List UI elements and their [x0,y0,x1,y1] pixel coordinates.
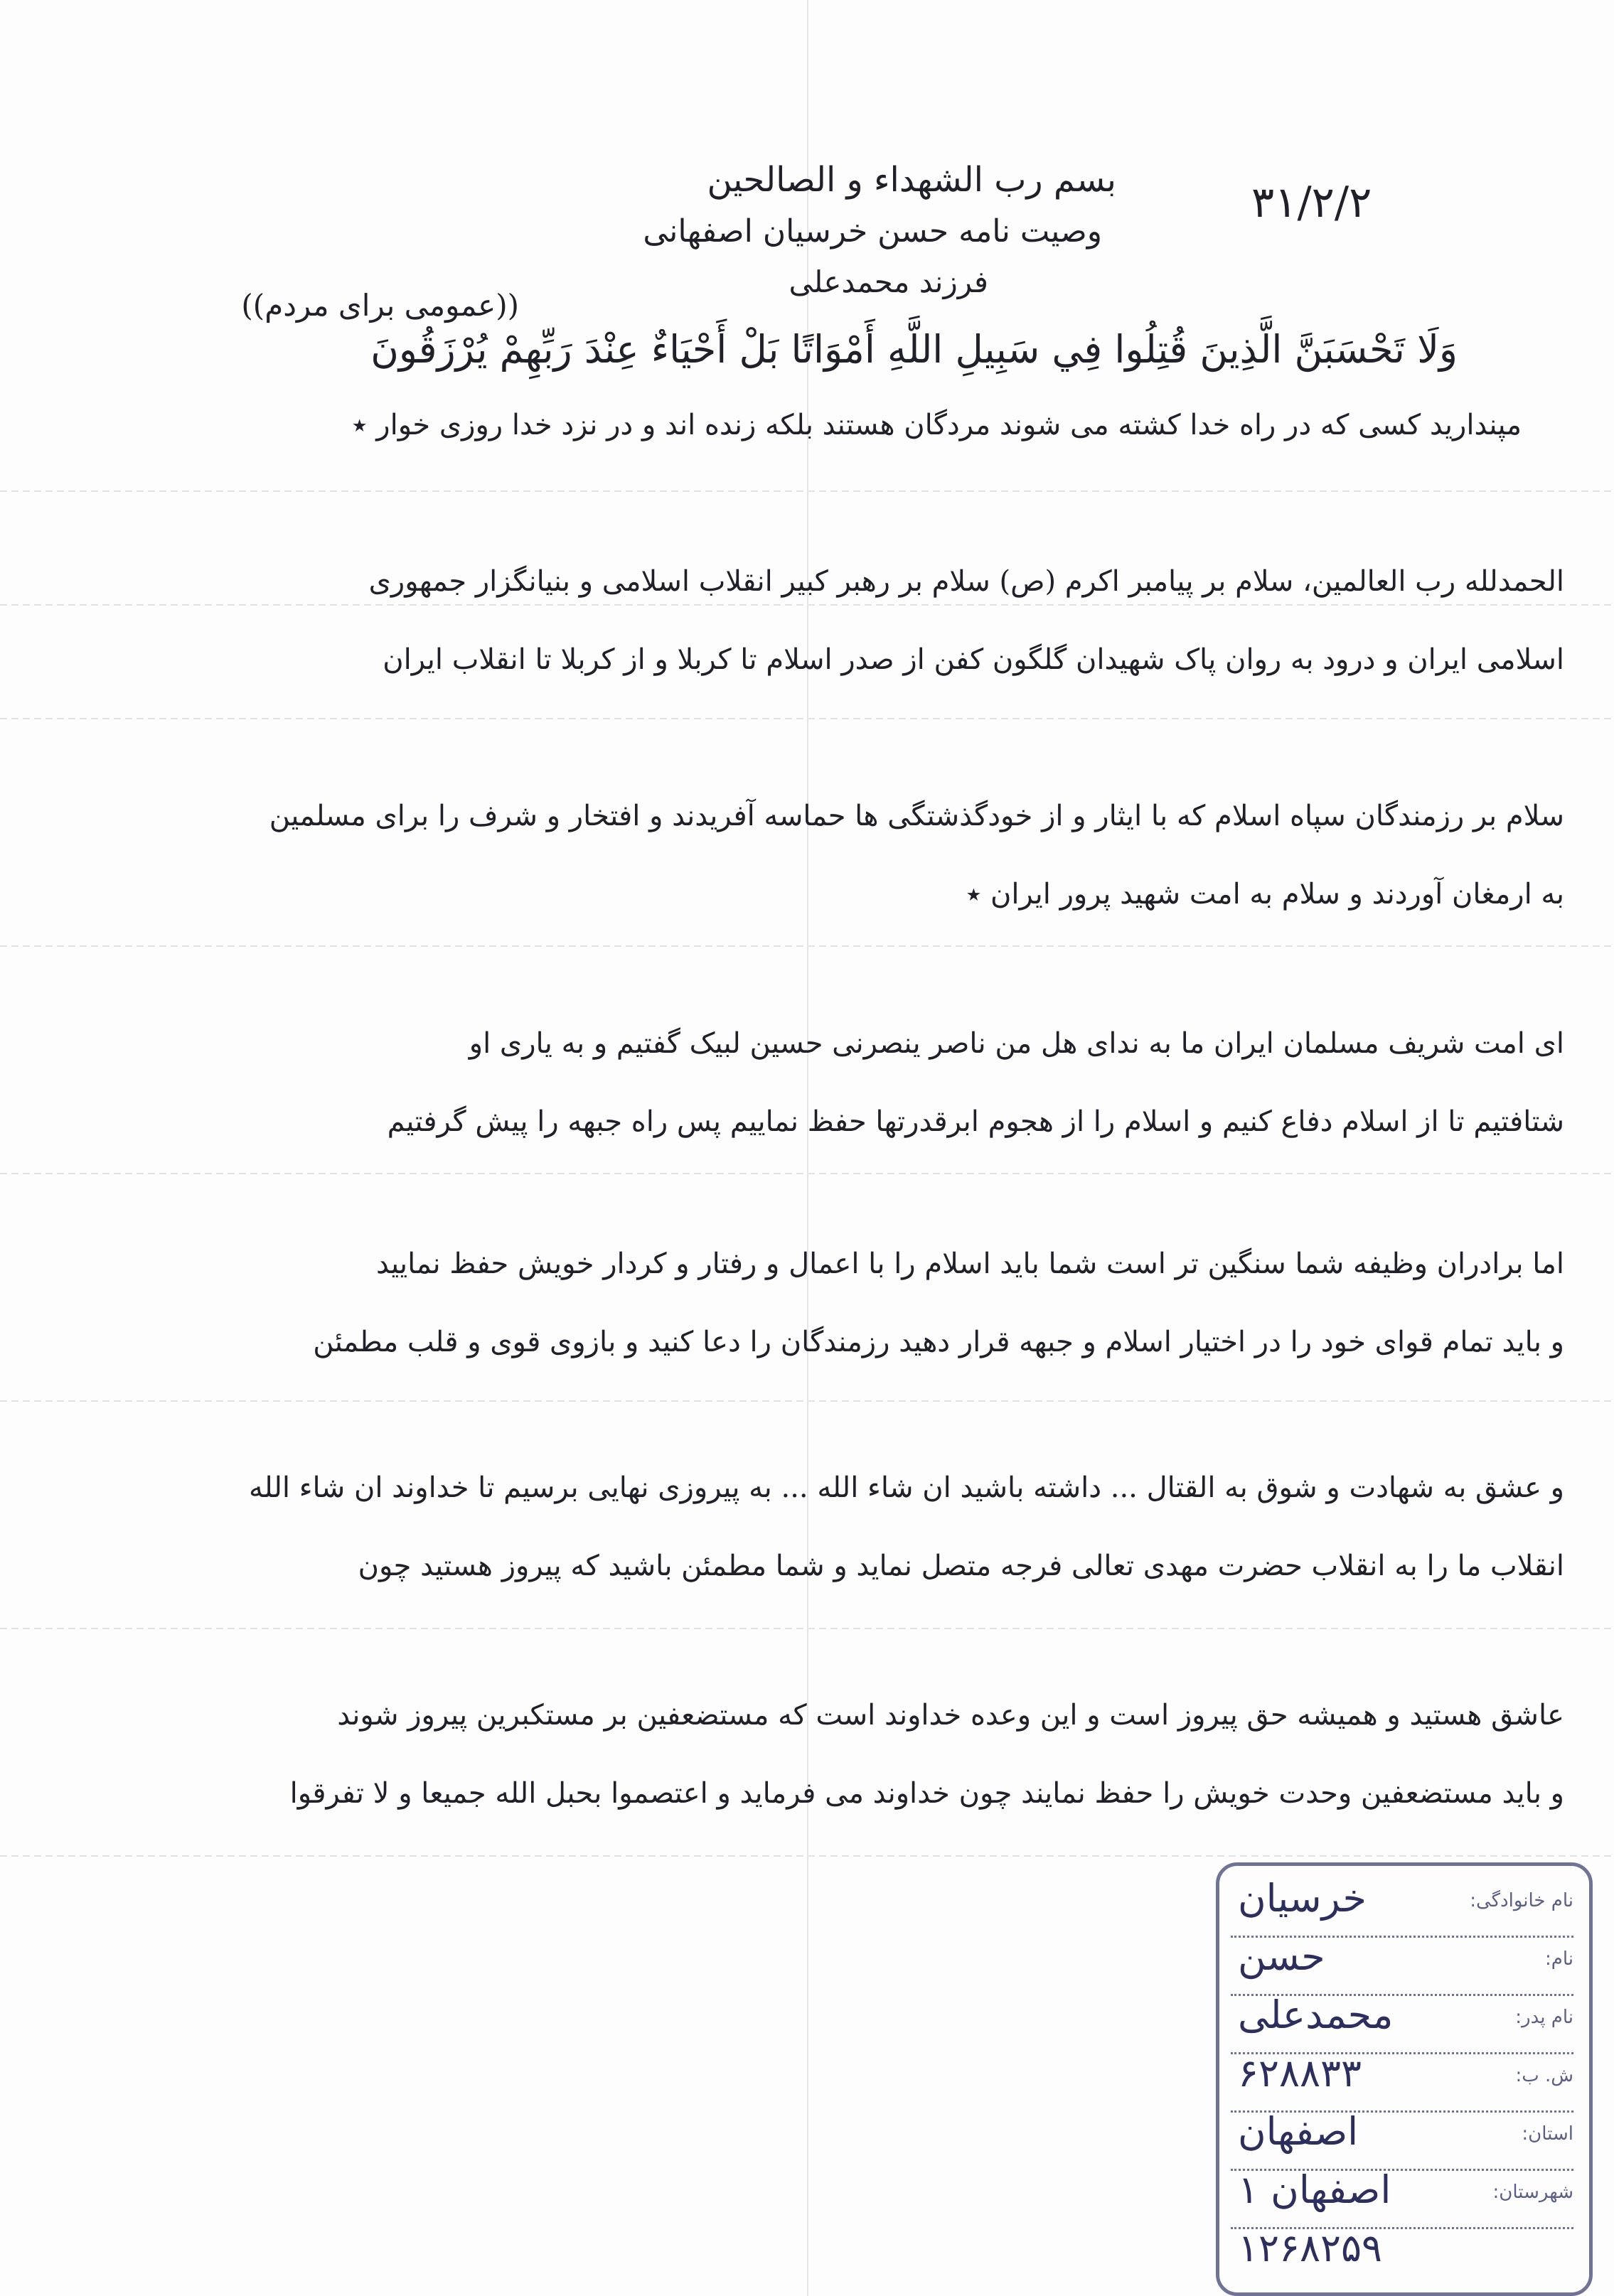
stamp-label: نام خانوادگی: [1470,1890,1573,1911]
paragraph-line: انقلاب ما را به انقلاب حضرت مهدی تعالی فرجه متصل نماید و شما مطمئن باشید که پیروز هستید چون [358,1550,1564,1582]
paragraph-line: ای امت شریف مسلمان ایران ما به ندای هل من ناصر ینصرنی حسین لبیک گفتیم و به یاری او [469,1027,1564,1060]
stamp-value: حسن [1238,1934,1325,1979]
registration-stamp [1216,1862,1593,2296]
paragraph-line: اما برادران وظیفه شما سنگین تر است شما باید اسلام را با اعمال و رفتار و کردار خویش حفظ نمایید [375,1248,1564,1280]
paragraph-line: و عشق به شهادت و شوق به القتال ... داشته باشید ان شاء الله ... به پیروزی نهایی برسیم تا خداوند ان شاء الله [249,1471,1564,1504]
stamp-label: شهرستان: [1492,2182,1573,2203]
paragraph-line: به ارمغان آوردند و سلام به امت شهید پرور ایران ٭ [966,878,1564,911]
paragraph-line: شتافتیم تا از اسلام دفاع کنیم و اسلام را از هجوم ابرقدرتها حفظ نماییم پس راه جبهه را پیش گرفتیم [387,1105,1564,1138]
quran-verse: وَلَا تَحْسَبَنَّ الَّذِينَ قُتِلُوا فِي سَبِيلِ اللَّهِ أَمْوَاتًا بَلْ أَحْيَاءٌ عِنْدَ رَبِّهِمْ يُرْزَقُونَ [370,327,1458,372]
stamp-value: خرسیان [1238,1876,1367,1921]
stamp-field [1231,2224,1573,2285]
will-title: وصیت نامه حسن خرسیان اصفهانی [643,213,1102,250]
stamp-label: نام پدر: [1515,2007,1573,2028]
paragraph-line: و باید تمام قوای خود را در اختیار اسلام و جبهه قرار دهید رزمندگان را دعا کنید و بازوی قوی و قلب مطمئن [313,1326,1564,1358]
date: ۳۱/۲/۲ [1251,178,1372,227]
paragraph-line: عاشق هستید و همیشه حق پیروز است و این وعده خداوند است که مستضعفین بر مستکبرین پیروز شوند [337,1699,1564,1732]
stamp-value: ۶۲۸۸۳۳ [1238,2051,1362,2096]
basmala: بسم رب الشهداء و الصالحین [707,160,1116,200]
stamp-label: نام: [1544,1948,1573,1970]
stamp-field [1231,1874,1573,1938]
stamp-field [1231,2049,1573,2113]
paragraph-line: سلام بر رزمندگان سپاه اسلام که با ایثار و از خودگذشتگی ها حماسه آفریدند و افتخار و شرف را برای مسلمین [269,800,1564,832]
verse-translation: مپندارید کسی که در راه خدا کشته می شوند مردگان هستند بلکه زنده اند و در نزد خدا روزی خوار ٭ [351,409,1522,441]
paragraph-line: الحمدلله رب العالمین، سلام بر پیامبر اکرم (ص) سلام بر رهبر کبیر انقلاب اسلامی و بنیانگزار جمهوری [368,565,1564,598]
stamp-field [1231,1933,1573,1996]
paragraph-line: و باید مستضعفین وحدت خویش را حفظ نمایند چون خداوند می فرماید و اعتصموا بحبل الله جمیعا و لا تفرقوا [289,1777,1564,1810]
paragraph-line: اسلامی ایران و درود به روان پاک شهیدان گلگون کفن از صدر اسلام تا کربلا و از کربلا تا انقلاب ایران [383,643,1564,676]
stamp-value: اصفهان ۱ [1238,2167,1391,2212]
stamp-field [1231,2166,1573,2229]
stamp-label: استان: [1522,2123,1573,2145]
stamp-value: محمدعلی [1238,1992,1394,2037]
stamp-value: ۱۲۶۸۲۵۹ [1238,2226,1383,2270]
stamp-field [1231,2108,1573,2171]
stamp-field [1231,1991,1573,2054]
will-subtitle: فرزند محمدعلی [789,264,988,299]
stamp-label: ش. ب: [1515,2065,1573,2086]
will-note: ((عمومی برای مردم)) [241,288,519,323]
stamp-value: اصفهان [1238,2109,1359,2154]
